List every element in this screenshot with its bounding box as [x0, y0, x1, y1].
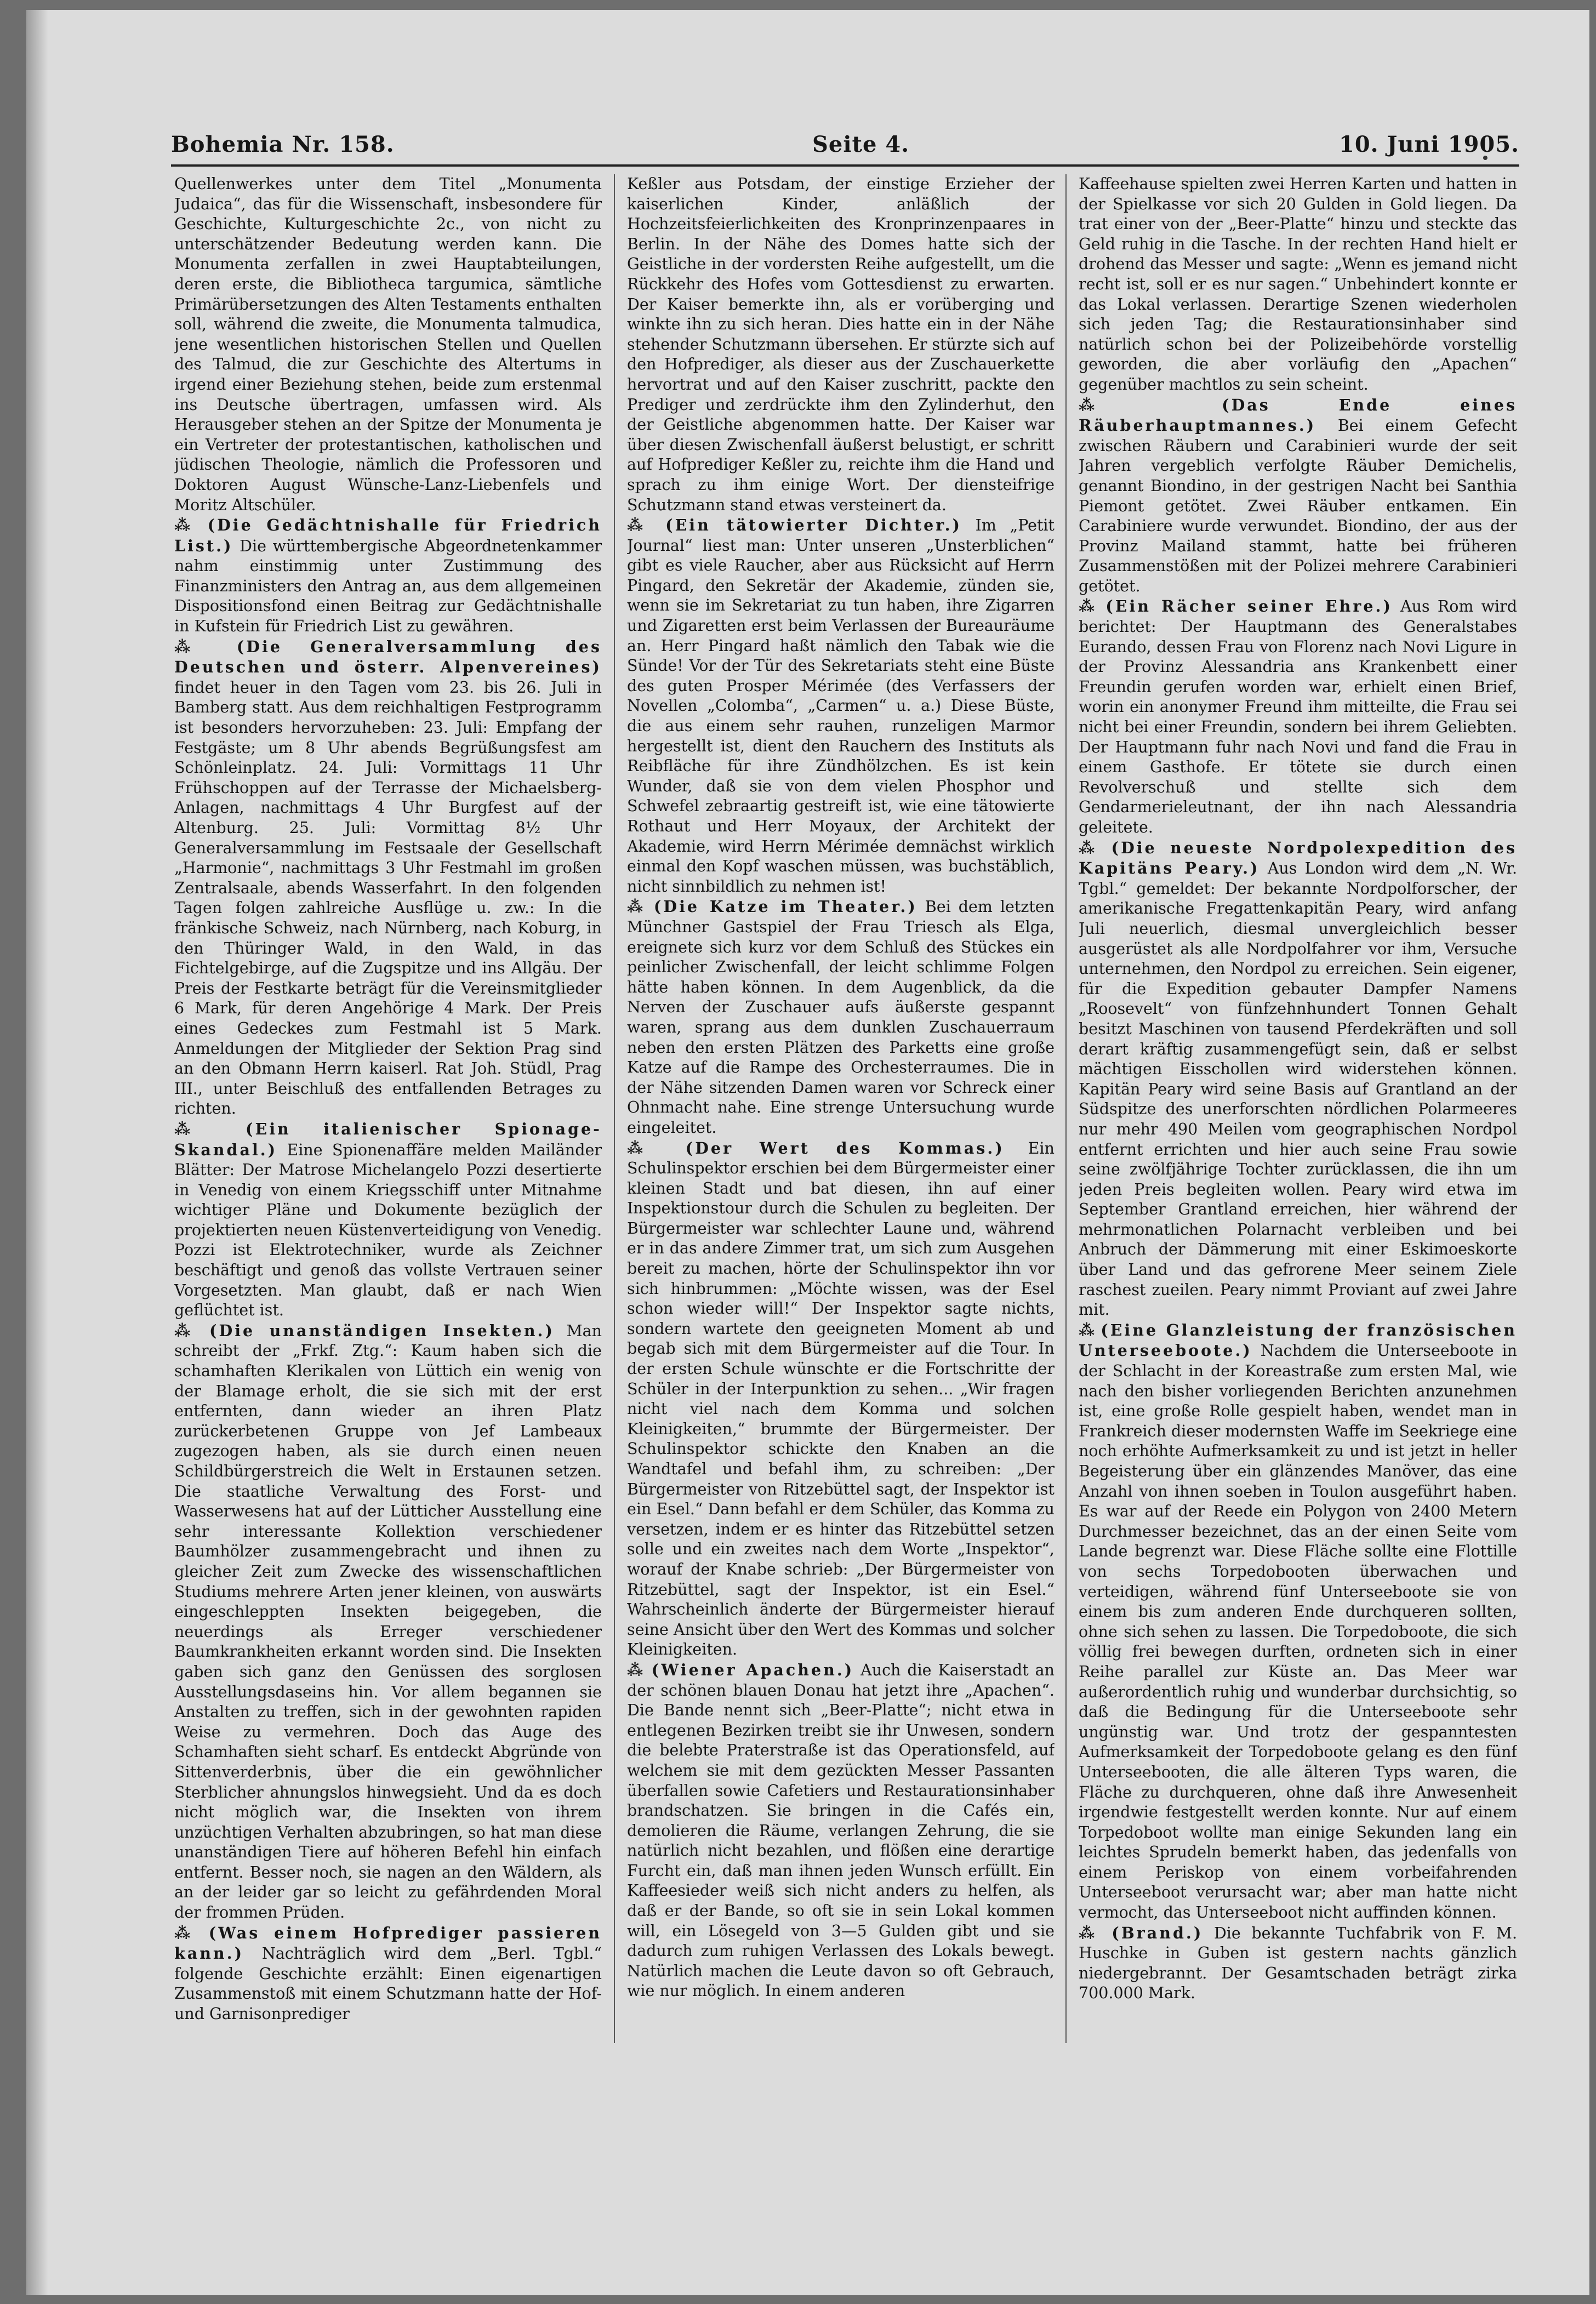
article-headline: (Die neueste Nordpolexpedition des Kapitäns Peary.): [1079, 838, 1517, 878]
article-text: Quellenwerkes unter dem Titel „Monumenta Judaica“, das für die Wissenschaft, insbesondere für Geschichte, Kulturgeschichte 2c., von nicht zu unterschätzender Bedeutung werden kann. Die Monumenta zerfallen in zwei Hauptabteilungen, deren erste, die Bibliotheca targumica, sämtliche Primärübersetzungen des Alten Testaments enthalten soll, während die zweite, die Monumenta talmudica, jene wesentlichen historischen Stellen und Quellen des Talmud, die zur Geschichte des Altertums in irgend einer Beziehung stehen, beide zum erstenmal ins Deutsche übertragen, umfassen wird. Als Herausgeber stehen an der Spitze der Monumenta je ein Vertreter der protestantischen, katholischen und jüdischen Theologie, nämlich die Professoren und Doktoren August Wünsche-Lanz-Liebenfels und Moritz Altschüler.: [174, 175, 602, 514]
article-text: Im „Petit Journal“ liest man: Unter unseren „Unsterblichen“ gibt es viele Raucher, aber aus Rücksicht auf Herrn Pingard, den Sekretär der Akademie, zünden sie, wenn sie im Sekretariat zu tun haben, ihre Zigarren und Zigaretten erst beim Verlassen der Bureauräume an. Herr Pingard haßt nämlich den Tabak wie die Sünde! Vor der Tür des Sekretariats steht eine Büste des guten Prosper Mérimée (des Verfassers der Novellen „Colomba“, „Carmen“ u. a.) Diese Büste, die aus einem sehr rauhen, runzeligen Marmor hergestellt ist, dient den Rauchern des Instituts als Reibfläche für ihre Zündhölzchen. Es ist kein Wunder, daß sie von dem vielen Phosphor und Schwefel zebraartig gestreift ist, wie eine tätowierte Rothaut und Herr Moyaux, der Architekt der Akademie, wird Herrn Mérimée demnächst wirklich einmal den Kopf waschen müssen, was buchstäblich, nicht sinnbildlich zu nehmen ist!: [627, 516, 1054, 896]
article-text: Ein Schulinspektor erschien bei dem Bürgermeister einer kleinen Stadt und bat diesen, ihn auf einer Inspektionstour durch die Schulen zu begleiten. Der Bürgermeister war schlechter Laune und, während er in das andere Zimmer trat, um sich zum Ausgehen bereit zu machen, hörte der Schulinspektor ihn vor sich hinbrummen: „Möchte wissen, was der Esel schon wieder will!“ Der Inspektor sagte nichts, sondern wartete den geeigneten Moment ab und begab sich mit dem Bürgermeister auf die Tour. In der ersten Schule wünschte er die Fortschritte der Schüler in der Interpunktion zu sehen... „Wir fragen nicht viel nach dem Komma und solchen Kleinigkeiten,“ brummte der Bürgermeister. Der Schulinspektor schickte den Knaben an die Wandtafel und befahl ihm, zu schreiben: „Der Bürgermeister von Ritzebüttel sagt, der Inspektor ist ein Esel.“ Dann befahl er dem Schüler, das Komma zu versetzen, indem er es hinter das Ritzebüttel setzen solle und ein zweites nach dem Worte „Inspektor“, worauf der Knabe schrieb: „Der Bürgermeister von Ritzebüttel, sagt der Inspektor, ist ein Esel.“ Wahrscheinlich änderte der Bürgermeister hierauf seine Ansicht über den Wert des Kommas und solcher Kleinigkeiten.: [627, 1139, 1054, 1659]
article-paragraph: [174, 1119, 602, 1321]
header-date: 10. Juni 1905.: [1339, 132, 1519, 157]
asterism-icon: ⁂: [1079, 395, 1222, 414]
article-paragraph: [627, 1660, 1054, 2001]
article-headline: (Die Generalversammlung des Deutschen und österr. Alpenvereines): [174, 637, 602, 677]
article-paragraph: [174, 1321, 602, 1923]
asterism-icon: ⁂: [1079, 1320, 1101, 1339]
asterism-icon: ⁂: [1079, 838, 1112, 857]
asterism-icon: ⁂: [174, 1923, 209, 1942]
article-paragraph: [1079, 1320, 1517, 1923]
article-headline: (Die Katze im Theater.): [653, 897, 917, 916]
article-paragraph: [627, 174, 1054, 515]
article-paragraph: [1079, 596, 1517, 837]
article-paragraph: [1079, 1923, 1517, 2004]
article-text: Man schreibt der „Frkf. Ztg.“: Kaum haben sich die schamhaften Klerikalen von Lüttich ein wenig von der Blamage erholt, die sie sich mit der erst entfernten, dann wieder an ihren Platz zurückerbetenen Gruppe von Jef Lambeaux zugezogen haben, als sie durch einen neuen Schildbürgerstreich die Welt in Erstaunen setzen. Die staatliche Verwaltung des Forst- und Wasserwesens hat auf der Lütticher Ausstellung eine sehr interessante Kollektion verschiedener Baumhölzer zusammengebracht und ihnen zu gleicher Zeit zum Zwecke des wissenschaftlichen Studiums mehrere Arten jener kleinen, von auswärts eingeschleppten Insekten beigegeben, die neuerdings als Erreger verschiedener Baumkrankheiten erkannt worden sind. Die Insekten gaben sich ganz den Genüssen des sorglosen Ausstellungsdaseins hin. Vor allem begannen sie Anstalten zu treffen, sich in der gewohnten rapiden Weise zu vermehren. Doch das Auge des Schamhaften sieht scharf. Es entdeckt Abgründe von Sittenverderbnis, über die ein gewöhnlicher Sterblicher ahnungslos hinwegsieht. Und da es doch nicht möglich war, die Insekten von ihrem unzüchtigen Verhalten abzubringen, so hat man diese unanständigen Tiere auf höheren Befehl hin einfach entfernt. Besser noch, sie nagen an den Wäldern, als an der leider gar so leicht zu gefährdenden Moral der frommen Prüden.: [174, 1321, 602, 1922]
header-publication: Bohemia Nr. 158.: [171, 132, 395, 157]
asterism-icon: ⁂: [174, 1119, 246, 1138]
article-paragraph: [174, 637, 602, 1119]
article-paragraph: [1079, 174, 1517, 395]
asterism-icon: ⁂: [174, 516, 208, 535]
asterism-icon: ⁂: [627, 516, 666, 535]
article-headline: (Ein tätowierter Dichter.): [665, 516, 962, 535]
article-text: Die bekannte Tuchfabrik von F. M. Huschke in Guben ist gestern nachts gänzlich niedergebrannt. Der Gesamtschaden beträgt zirka 700.000 Mark.: [1079, 1924, 1517, 2003]
column-2: [627, 174, 1054, 2125]
asterism-icon: ⁂: [627, 897, 654, 916]
column-1: [174, 174, 602, 2125]
article-headline: (Eine Glanzleistung der französischen Unterseeboote.): [1079, 1320, 1517, 1360]
article-text: Aus Rom wird berichtet: Der Hauptmann des Generalstabes Eurando, dessen Frau von Florenz nach Novi Ligure in der Provinz Alessandria ans Krankenbett einer Freundin gerufen worden war, erhielt einen Brief, worin ein anonymer Freund ihm mitteilte, die Frau sei nicht bei einer Freundin, sondern bei ihrem Geliebten. Der Hauptmann fuhr nach Novi und fand die Frau in einem Gasthofe. Er tötete sie durch einen Revolverschuß und stellte sich dem Gendarmerieleutnant, der ihn nach Alessandria geleitete.: [1079, 597, 1517, 836]
asterism-icon: ⁂: [627, 1660, 652, 1679]
article-text: Auch die Kaiserstadt an der schönen blauen Donau hat jetzt ihre „Apachen“. Die Bande nennt sich „Beer-Platte“; nicht etwa in entlegenen Bezirken treibt sie ihr Unwesen, sondern die belebte Praterstraße ist das Operationsfeld, auf welchem sie mit dem gezückten Messer Passanten überfallen sowie Cafetiers und Restaurationsinhaber brandschatzen. Sie bringen in die Cafés ein, demolieren die Räume, verlangen Zehrung, die sie natürlich nicht bezahlen, und flößen eine derartige Furcht ein, daß man ihnen jeden Wunsch erfüllt. Ein Kaffeesieder weiß sich nicht anders zu helfen, als daß er der Bande, so oft sie in sein Lokal kommen will, ein Lösegeld von 3—5 Gulden gibt und sie dadurch zum ruhigen Verlassen des Lokals bewegt. Natürlich machen die Leute davon so oft Gebrauch, wie nur möglich. In einem anderen: [627, 1661, 1054, 2000]
article-text: Bei einem Gefecht zwischen Räubern und Carabinieri wurde der seit Jahren vergeblich verfolgte Räuber Demichelis, genannt Biondino, in der gestrigen Nacht bei Santhia Piemont getötet. Zwei Räuber entkamen. Ein Carabiniere wurde verwundet. Biondino, der aus der Provinz Mailand stammt, hatte bei früheren Zusammenstößen mit der Polizei mehrere Carabinieri getötet.: [1079, 417, 1517, 595]
column-divider: [614, 174, 615, 2043]
article-paragraph: [174, 1923, 602, 2024]
article-text: Nachdem die Unterseeboote in der Schlacht in der Koreastraße zum ersten Mal, wie nach den bisher vorliegenden Berichten anzunehmen ist, eine große Rolle gespielt haben, wendet man in Frankreich dieser modernsten Waffe im Seekriege eine noch erhöhte Aufmerksamkeit zu und ist jetzt in heller Begeisterung über ein glänzendes Manöver, das eine Anzahl von ihnen soeben in Toulon ausgeführt haben. Es war auf der Reede ein Polygon von 2400 Metern Durchmesser bezeichnet, das an der einen Seite vom Lande begrenzt war. Diese Fläche sollte eine Flottille von sechs Torpedobooten überwachen und verteidigen, während fünf Unterseeboote sie von einem bis zum anderen Ende durchqueren sollten, ohne sich sehen zu lassen. Die Torpedoboote, die sich völlig frei bewegen durften, ordneten sich in einer Reihe parallel zur Küste an. Das Meer war außerordentlich ruhig und wunderbar durchsichtig, so daß die Bedingung für die Unterseeboote sehr ungünstig war. Und trotz der gespanntesten Aufmerksamkeit der Torpedoboote gelang es den fünf Unterseebooten, die alle älteren Typs waren, die Fläche zu durchqueren, ohne daß ihre Anwesenheit irgendwie festgestellt werden konnte. Nur auf einem Torpedoboot wollte man einige Sekunden lang ein leichtes Sprudeln bemerkt haben, das jedenfalls von einem Periskop von einem vorbeifahrenden Unterseeboot verursacht war; aber man hatte nicht vermocht, das Unterseeboot nicht auffinden können.: [1079, 1342, 1517, 1922]
article-headline: (Der Wert des Kommas.): [685, 1138, 1005, 1157]
article-paragraph: [1079, 395, 1517, 597]
asterism-icon: ⁂: [1079, 1923, 1112, 1942]
asterism-icon: ⁂: [1079, 597, 1106, 616]
header-rule: [171, 164, 1519, 167]
article-text: Die württembergische Abgeordnetenkammer nahm einstimmig unter Zustimmung des Finanzministers den Antrag an, aus dem allgemeinen Dispositionsfond einen Beitrag zur Gedächtnishalle in Kufstein für Friedrich List zu gewähren.: [174, 537, 602, 636]
article-headline: (Die Gedächtnishalle für Friedrich List.): [174, 516, 602, 555]
asterism-icon: ⁂: [174, 637, 237, 656]
article-headline: (Ein Rächer seiner Ehre.): [1105, 597, 1393, 616]
article-paragraph: [174, 174, 602, 515]
column-divider: [1065, 174, 1067, 2043]
article-paragraph: [627, 897, 1054, 1138]
article-text: Kaffeehause spielten zwei Herren Karten und hatten in der Spielkasse vor sich 20 Gulden in Gold liegen. Da trat einer von der „Beer-Platte“ hinzu und steckte das Geld ruhig in die Tasche. In der rechten Hand hielt er drohend das Messer und sagte: „Wenn es jemand nicht recht ist, soll er es nur sagen.“ Unbehindert konnte er das Lokal verlassen. Derartige Szenen wiederholen sich jeden Tag; die Restaurationsinhaber sind natürlich schon bei der Polizeibehörde vorstellig geworden, die aber vorläufig den „Apachen“ gegenüber machtlos zu sein scheint.: [1079, 175, 1517, 393]
article-headline: (Wiener Apachen.): [651, 1660, 854, 1679]
article-paragraph: [627, 1138, 1054, 1660]
article-text: Keßler aus Potsdam, der einstige Erzieher der kaiserlichen Kinder, anläßlich der Hochzeitsfeierlichkeiten des Kronprinzenpaares in Berlin. In der Nähe des Domes hatte sich der Geistliche in der vordersten Reihe aufgestellt, um die Rückkehr des Hofes vom Gottesdienst zu erwarten. Der Kaiser bemerkte ihn, als er vorüberging und winkte ihn zu sich heran. Dies hatte ein in der Nähe stehender Schutzmann übersehen. Er stürzte sich auf den Hofprediger, als dieser aus der Zuschauerkette hervortrat und auf den Kaiser zuschritt, packte den Prediger und zerdrückte ihm den Zylinderhut, den der Geistliche abgenommen hatte. Der Kaiser war über diesen Zwischenfall äußerst belustigt, er schritt auf Hofprediger Keßler zu, reichte ihm die Hand und sprach zu ihm einige Wort. Der diensteifrige Schutzmann stand etwas versteinert da.: [627, 175, 1054, 514]
article-text: Eine Spionenaffäre melden Mailänder Blätter: Der Matrose Michelangelo Pozzi desertierte in Venedig von einem Kriegsschiff unter Mitnahme wichtiger Pläne und Dokumente bezüglich der projektierten neuen Küstenverteidigung von Venedig. Pozzi ist Elektrotechniker, wurde als Zeichner beschäftigt und genoß das vollste Vertrauen seiner Vorgesetzten. Man glaubt, daß er nach Wien geflüchtet ist.: [174, 1140, 602, 1320]
article-headline: (Die unanständigen Insekten.): [209, 1321, 555, 1340]
asterism-icon: ⁂: [174, 1321, 210, 1340]
page-header: [171, 127, 1519, 160]
column-3: [1079, 174, 1517, 2125]
article-text: findet heuer in den Tagen vom 23. bis 26. Juli in Bamberg statt. Aus dem reichhaltigen Festprogramm ist besonders hervorzuheben: 23. Juli: Empfang der Festgäste; um 8 Uhr abends Begrüßungsfest am Schönleinplatz. 24. Juli: Vormittags 11 Uhr Frühschoppen auf der Terrasse der Michaelsberg-Anlagen, nachmittags 4 Uhr Burgfest auf der Altenburg. 25. Juli: Vormittag 8½ Uhr Generalversammlung im Festsaale der Gesellschaft „Harmonie“, nachmittags 3 Uhr Festmahl im großen Zentralsaale, abends Wasserfahrt. In den folgenden Tagen folgen zahlreiche Ausflüge u. zw.: In die fränkische Schweiz, nach Nürnberg, nach Koburg, in den Thüringer Wald, in den Wald, in das Fichtelgebirge, auf die Zugspitze und ins Allgäu. Der Preis der Festkarte beträgt für die Vereinsmitglieder 6 Mark, für deren Angehörige 4 Mark. Der Preis eines Gedeckes zum Festmahl ist 5 Mark. Anmeldungen der Mitglieder der Sektion Prag sind an den Obmann Herrn kaiserl. Rat Joh. Stüdl, Prag III., unter Beischluß des entfallenden Betrages zu richten.: [174, 678, 602, 1118]
article-headline: (Was einem Hofprediger passieren kann.): [174, 1923, 602, 1963]
article-text: Aus London wird dem „N. Wr. Tgbl.“ gemeldet: Der bekannte Nordpolforscher, der amerikanische Fregattenkapitän Peary, wird anfang Juli neuerlich, diesmal unvergleichlich besser ausgerüstet als alle Nordpolfahrer vor ihm, Versuche unternehmen, den Nordpol zu erreichen. Sein eigener, für die Expedition gebauter Dampfer Namens „Roosevelt“ von fünfzehnhundert Tonnen Gehalt besitzt Maschinen von tausend Pferdekräften und soll derart kräftig zusammengefügt sein, daß er selbst mächtigen Eisschollen wird widerstehen können. Kapitän Peary wird seine Basis auf Grantland an der Südspitze des unerforschten nördlichen Polarmeeres nur mehr 490 Meilen vom geographischen Nordpol entfernt errichten und hier auch seine Frau sowie seine zwölfjährige Tochter zurücklassen, die ihn um jeden Preis begleiten wollen. Peary wird etwa im September Grantland erreichen, hier während der mehrmonatlichen Polarnacht verbleiben und bei Anbruch der Dämmerung mit einer Eskimoeskorte über Land und das gefrorene Meer seinem Ziele raschest zueilen. Peary nimmt Proviant auf zwei Jahre mit.: [1079, 859, 1517, 1319]
asterism-icon: ⁂: [627, 1138, 686, 1157]
article-headline: (Brand.): [1112, 1923, 1204, 1942]
article-headline: (Ein italienischer Spionage-Skandal.): [174, 1119, 602, 1159]
article-text: Nachträglich wird dem „Berl. Tgbl.“ folgende Geschichte erzählt: Einen eigenartigen Zusammenstoß mit einem Schutzmann hatte der Hof- und Garnisonprediger: [174, 1944, 602, 2023]
article-paragraph: [627, 515, 1054, 897]
article-paragraph: [1079, 838, 1517, 1320]
header-page-number: Seite 4.: [812, 132, 910, 157]
article-headline: (Das Ende eines Räuberhauptmannes.): [1079, 395, 1517, 435]
article-text: Bei dem letzten Münchner Gastspiel der Frau Triesch als Elga, ereignete sich kurz vor dem Schluß des Stückes ein peinlicher Zwischenfall, der leicht schlimme Folgen hätte haben können. In dem Augenblick, da die Nerven der Zuschauer aufs äußerste gespannt waren, sprang aus dem dunklen Zuschauerraum neben den ersten Plätzen des Parketts eine große Katze auf die Rampe des Orchesterraumes. Die in der Nähe sitzenden Damen waren vor Schreck einer Ohnmacht nahe. Eine strenge Untersuchung wurde eingeleitet.: [627, 898, 1054, 1137]
article-paragraph: [174, 515, 602, 637]
